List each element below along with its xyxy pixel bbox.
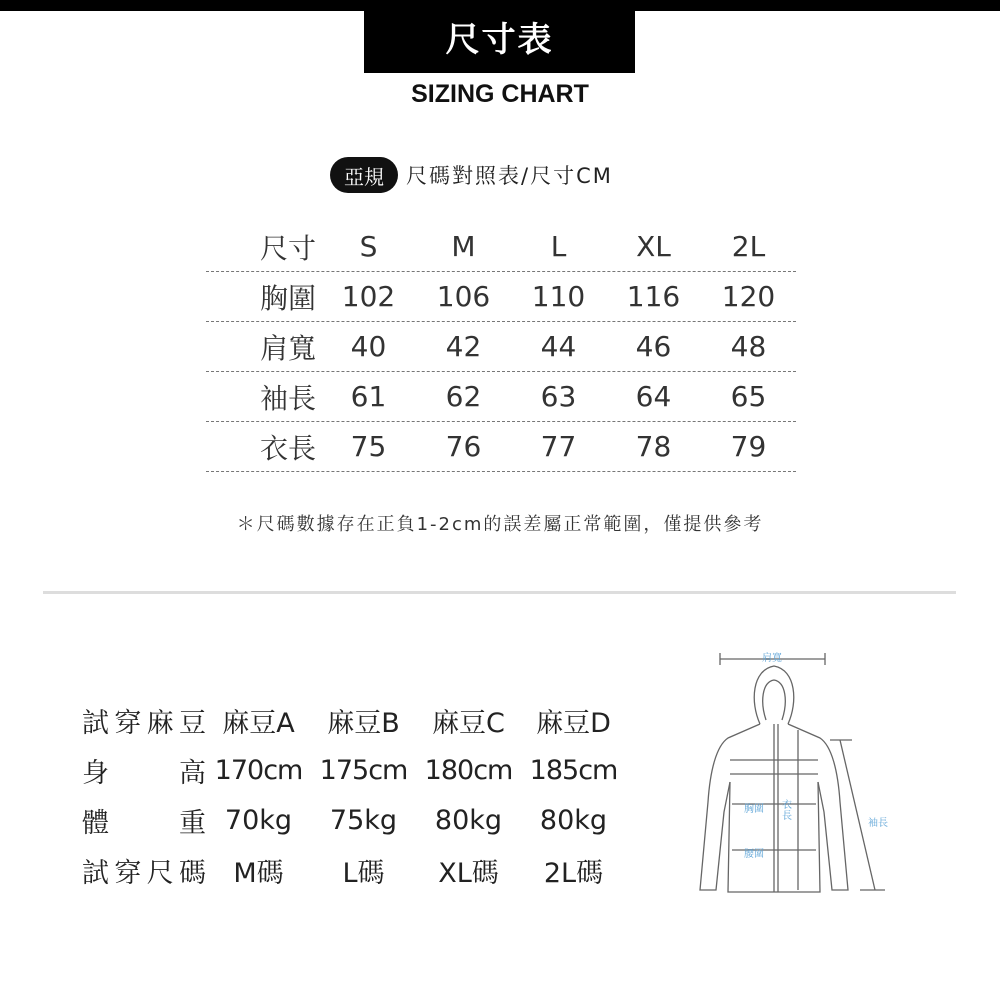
tolerance-note: ＊尺碼數據存在正負1-2cm的誤差屬正常範圍，僅提供參考 [236, 514, 764, 535]
size-cell: 77 [540, 430, 577, 463]
size-cell: 46 [635, 330, 672, 363]
size-cell: 110 [531, 280, 586, 313]
size-header-cell: L [550, 230, 567, 263]
length-label: 衣長 [782, 800, 792, 822]
size-header-cell: XL [636, 230, 671, 263]
size-cell: 48 [730, 330, 767, 363]
size-row-label: 衣長 [259, 431, 316, 465]
size-row-label: 胸圍 [259, 281, 316, 315]
size-table-header [206, 222, 796, 272]
size-cell: 64 [635, 380, 672, 413]
fit-cell: 180cm [424, 754, 513, 786]
size-cell: 76 [445, 430, 482, 463]
size-header-cell: S [359, 230, 378, 263]
fit-cell: 185cm [529, 754, 618, 786]
jacket-measurement-diagram [680, 642, 895, 902]
size-cell: 106 [436, 280, 491, 313]
fit-cell: 麻豆B [327, 707, 400, 739]
size-table-row [206, 272, 796, 322]
size-cell: 65 [730, 380, 767, 413]
fit-cell: 麻豆C [432, 707, 505, 739]
fit-row-label: 身高 [82, 757, 206, 789]
size-cell: 116 [626, 280, 681, 313]
size-header-cell: 2L [731, 230, 766, 263]
region-badge: 亞規 [330, 157, 398, 193]
fit-cell: 80kg [539, 804, 608, 836]
size-cell: 78 [635, 430, 672, 463]
size-cell: 63 [540, 380, 577, 413]
fit-cell: 80kg [434, 804, 503, 836]
size-cell: 42 [445, 330, 482, 363]
size-table [206, 222, 796, 472]
chest-label: 胸圍 [744, 804, 764, 815]
size-cell: 62 [445, 380, 482, 413]
size-row-label: 肩寬 [259, 331, 316, 365]
fit-row [82, 695, 626, 745]
fit-cell: 70kg [224, 804, 293, 836]
fit-row [82, 795, 626, 845]
fit-table [82, 695, 626, 895]
size-cell: 75 [350, 430, 387, 463]
region-row [330, 156, 613, 194]
sleeve-label: 袖長 [868, 818, 888, 829]
page-subtitle: SIZING CHART [411, 80, 589, 108]
fit-row-label: 試穿麻豆 [82, 707, 206, 739]
fit-cell: 麻豆D [536, 707, 611, 739]
page-title: 尺寸表 [364, 0, 635, 73]
size-cell: 102 [341, 280, 396, 313]
fit-row [82, 745, 626, 795]
fit-row-label: 體重 [82, 807, 206, 839]
fit-cell: M碼 [233, 857, 284, 889]
size-table-row [206, 422, 796, 472]
size-cell: 120 [721, 280, 776, 313]
fit-cell: 2L碼 [543, 857, 604, 889]
region-caption: 尺碼對照表/尺寸CM [406, 164, 613, 188]
fit-row-label: 試穿尺碼 [82, 857, 206, 889]
size-cell: 40 [350, 330, 387, 363]
fit-cell: 175cm [319, 754, 408, 786]
fit-cell: 75kg [329, 804, 398, 836]
size-table-row [206, 372, 796, 422]
size-cell: 44 [540, 330, 577, 363]
size-table-row [206, 322, 796, 372]
size-cell: 61 [350, 380, 387, 413]
size-row-label: 袖長 [259, 381, 316, 415]
jacket-outline-icon [680, 642, 895, 902]
section-divider [43, 591, 956, 594]
shoulder-label: 肩寬 [762, 653, 782, 664]
size-header-cell: M [451, 230, 476, 263]
fit-cell: XL碼 [438, 857, 499, 889]
fit-row [82, 845, 626, 895]
fit-cell: 麻豆A [222, 707, 295, 739]
size-cell: 79 [730, 430, 767, 463]
fit-cell: 170cm [214, 754, 303, 786]
fit-cell: L碼 [342, 857, 385, 889]
waist-label: 腰圍 [744, 849, 764, 860]
size-header-label: 尺寸 [259, 231, 316, 265]
